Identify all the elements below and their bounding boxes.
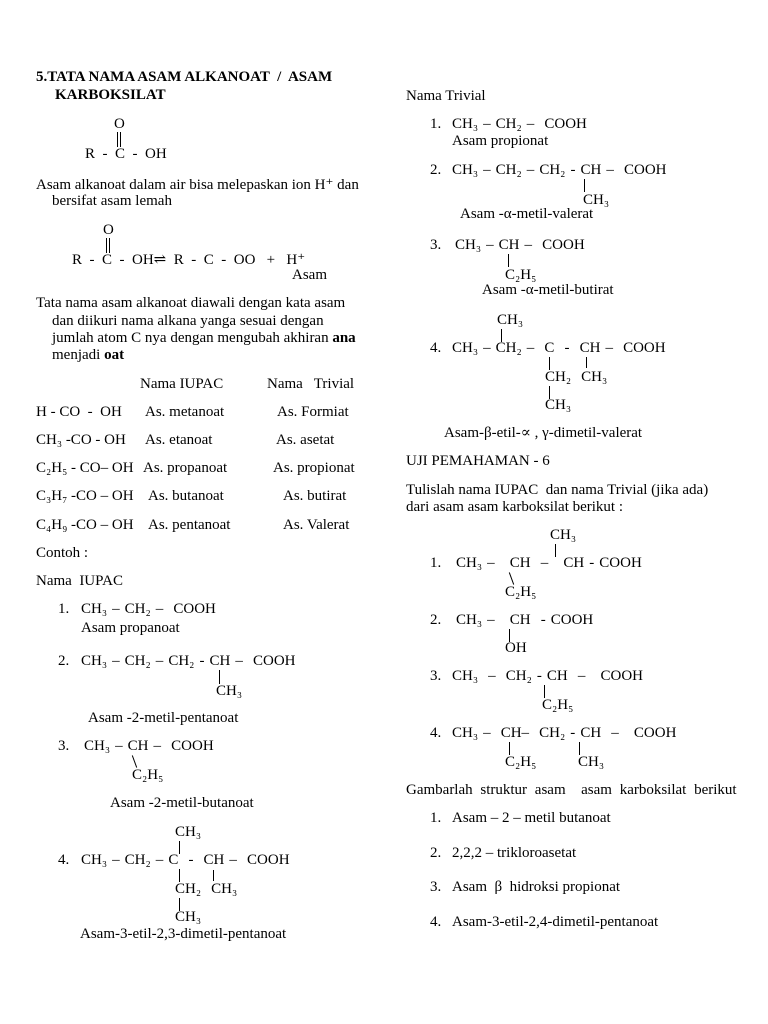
table-row-iupac: As. butanoat (148, 488, 224, 504)
structure-top-group: CH₃ (497, 312, 524, 328)
list-number: 2. (58, 653, 70, 669)
list-number: 3. (430, 668, 442, 684)
trivial-label: Nama Trivial (406, 88, 486, 104)
list-number: 3. (58, 738, 70, 754)
draw-instruction: Gambarlah struktur asam asam karboksilat berikut (406, 782, 737, 798)
ionization-equation-oxygen: O (103, 222, 114, 238)
compound-name: Asam propionat (452, 133, 549, 149)
structure-branch: CH₂ CH₃ (175, 881, 238, 897)
table-row-trivial: As. Formiat (277, 404, 349, 420)
list-number: 3. (430, 879, 442, 895)
structure-main-chain: CH₃ – CH – CH - COOH (456, 555, 642, 571)
single-bond (132, 755, 137, 768)
structure-main-chain: CH₃ – CH– CH₂ - CH – COOH (452, 725, 677, 741)
list-number: 1. (58, 601, 70, 617)
structure-branch: CH₃ (578, 754, 605, 770)
structure-top-group: CH₃ (550, 527, 577, 543)
structure-main-chain: CH₃ – CH₂ – C - CH – COOH (452, 340, 666, 356)
naming-rule-line-3-text: jumlah atom C nya dengan mengubah akhiran (52, 330, 333, 346)
list-number: 2. (430, 612, 442, 628)
naming-rule-line-3 (52, 330, 356, 347)
structure-main-chain: CH₃ – CH – COOH (455, 237, 585, 253)
structure-top-group: CH₃ (175, 824, 202, 840)
structure-main-chain: CH₃ – CH - COOH (456, 612, 594, 628)
single-bond (586, 357, 587, 368)
single-bond (219, 670, 220, 684)
structure-branch: CH₂ CH₃ (545, 369, 608, 385)
table-row-iupac: As. propanoat (143, 460, 228, 476)
single-bond (213, 870, 214, 881)
structure-branch: OH (505, 640, 527, 656)
compound-name: Asam -2-metil-butanoat (110, 795, 254, 811)
naming-rule-line-2: dan diikuri nama alkana yanga sesuai dengan (52, 313, 324, 329)
list-number: 3. (430, 237, 442, 253)
compound-name: Asam -α-metil-butirat (482, 282, 614, 298)
compound-name: Asam-β-etil-∝ , γ-dimetil-valerat (444, 425, 643, 441)
example-label: Contoh : (36, 545, 89, 561)
table-row-trivial: As. asetat (276, 432, 335, 448)
list-number: 4. (430, 914, 442, 930)
draw-item-text: Asam – 2 – metil butanoat (452, 810, 611, 826)
table-row-iupac: As. pentanoat (148, 517, 231, 533)
compound-name: Asam propanoat (81, 620, 180, 636)
structure-main-chain: CH₃ – CH₂ – C - CH – COOH (81, 852, 290, 868)
structure-main-chain: CH₃ – CH – COOH (84, 738, 214, 754)
draw-item-text: 2,2,2 – trikloroasetat (452, 845, 577, 861)
list-number: 1. (430, 116, 442, 132)
structure-main-chain: CH₃ – CH₂ – COOH (452, 116, 587, 132)
structure-main-chain: CH₃ – CH₂ – CH₂ - CH – COOH (452, 162, 667, 178)
table-row-formula: H - CO - OH (36, 404, 122, 420)
table-row-trivial: As. propionat (273, 460, 355, 476)
general-formula-oxygen: O (114, 116, 125, 132)
general-formula-chain: R - C - OH (85, 146, 167, 162)
list-number: 4. (430, 725, 442, 741)
table-row-iupac: As. metanoat (145, 404, 225, 420)
compound-name: Asam-3-etil-2,3-dimetil-pentanoat (80, 926, 287, 942)
naming-rule-line-1: Tata nama asam alkanoat diawali dengan kata asam (36, 295, 346, 311)
list-number: 2. (430, 162, 442, 178)
structure-branch: C₂H₅ (132, 767, 164, 783)
structure-branch: C₂H₅ (542, 697, 574, 713)
section-title-line-1: 5.TATA NAMA ASAM ALKANOAT / ASAM (36, 69, 333, 85)
structure-branch: C₂H₅ (505, 267, 537, 283)
table-row-trivial: As. butirat (283, 488, 347, 504)
structure-main-chain: CH₃ – CH₂ - CH – COOH (452, 668, 644, 684)
table-header-iupac: Nama IUPAC (140, 376, 224, 392)
list-number: 4. (58, 852, 70, 868)
exercise-instruction-line-1: Tulislah nama IUPAC dan nama Trivial (jika ada) (406, 482, 709, 498)
iupac-label: Nama IUPAC (36, 573, 123, 589)
list-number: 4. (430, 340, 442, 356)
exercise-title: UJI PEMAHAMAN - 6 (406, 453, 550, 469)
list-number: 1. (430, 555, 442, 571)
structure-main-chain: CH₃ – CH₂ – COOH (81, 601, 216, 617)
table-row-iupac: As. etanoat (145, 432, 213, 448)
table-header-trivial: Nama Trivial (267, 376, 355, 392)
suffix-oat: oat (104, 347, 125, 363)
single-bond (509, 572, 514, 585)
table-row-formula: C₂H₅ - CO– OH (36, 460, 134, 476)
structure-bottom-group: CH₃ (175, 909, 202, 925)
single-bond (508, 254, 509, 267)
ionization-equation-chain: R - C - OH⇌ R - C - OO + H⁺ (72, 252, 306, 268)
structure-branch: C₂H₅ (505, 584, 537, 600)
compound-name: Asam -α-metil-valerat (460, 206, 594, 222)
section-title-line-2: KARBOKSILAT (55, 87, 166, 103)
single-bond (584, 179, 585, 192)
exercise-instruction-line-2: dari asam asam karboksilat berikut : (406, 499, 624, 515)
table-row-formula: CH₃ -CO - OH (36, 432, 126, 448)
compound-name: Asam -2-metil-pentanoat (88, 710, 239, 726)
structure-main-chain: CH₃ – CH₂ – CH₂ - CH – COOH (81, 653, 296, 669)
structure-branch: C₂H₅ (505, 754, 537, 770)
list-number: 2. (430, 845, 442, 861)
naming-rule-line-4-text: menjadi (52, 347, 105, 363)
ionization-equation-label: Asam (292, 267, 327, 283)
ionization-text-line-1: Asam alkanoat dalam air bisa melepaskan ion H⁺ dan (36, 177, 359, 193)
double-bond (106, 238, 110, 253)
naming-rule-line-4 (52, 347, 124, 364)
table-row-formula: C₃H₇ -CO – OH (36, 488, 134, 504)
draw-item-text: Asam β hidroksi propionat (452, 879, 621, 895)
suffix-ana: ana (332, 330, 356, 346)
table-row-formula: C₄H₉ -CO – OH (36, 517, 134, 533)
structure-branch: CH₃ (216, 683, 243, 699)
structure-bottom-group: CH₃ (545, 397, 572, 413)
structure-branch: CH₃ (583, 192, 610, 208)
table-row-trivial: As. Valerat (283, 517, 350, 533)
list-number: 1. (430, 810, 442, 826)
ionization-text-line-2: bersifat asam lemah (52, 193, 172, 209)
draw-item-text: Asam-3-etil-2,4-dimetil-pentanoat (452, 914, 659, 930)
double-bond (117, 132, 121, 147)
